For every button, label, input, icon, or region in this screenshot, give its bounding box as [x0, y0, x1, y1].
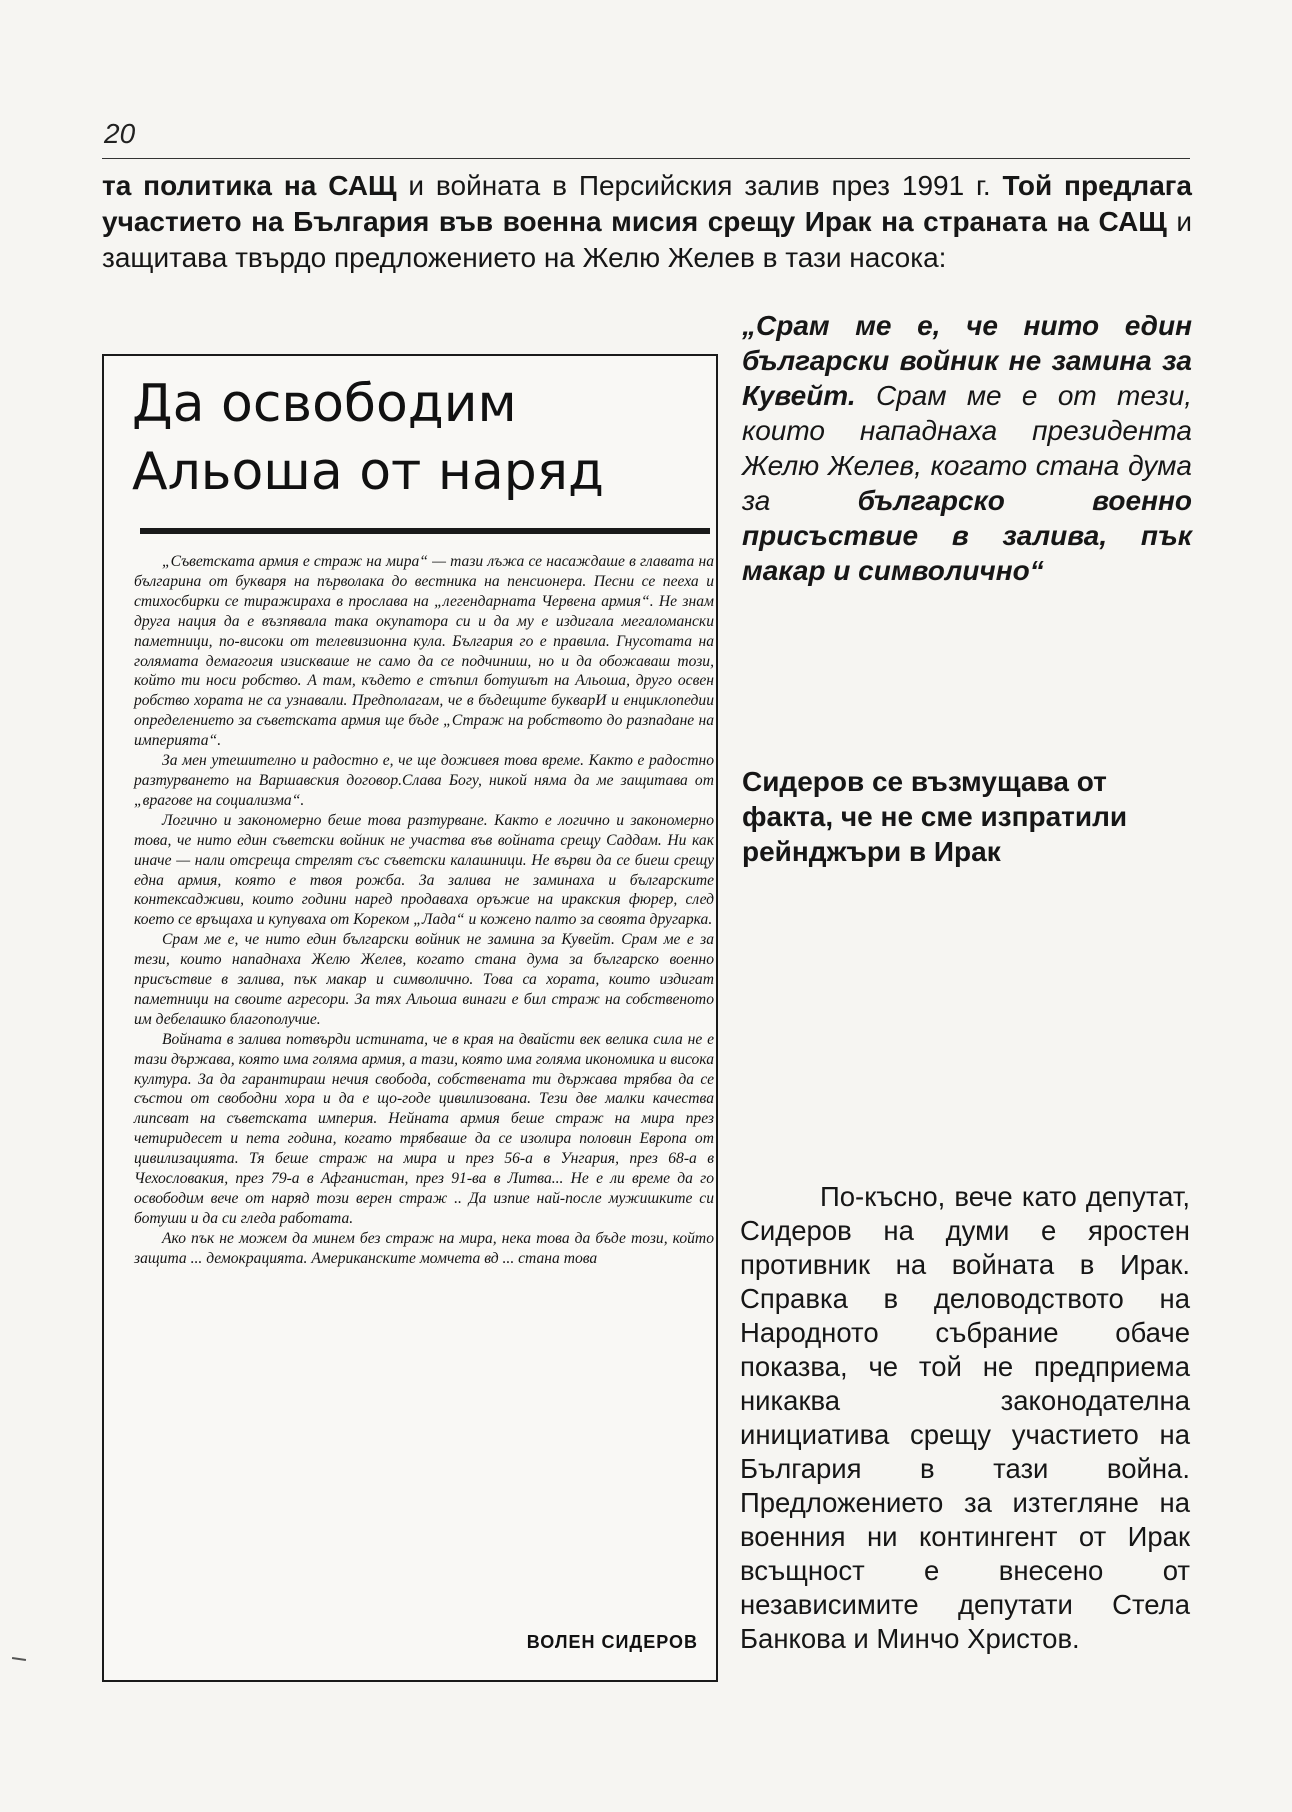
intro-bold-2: Той предлага участието на България във военна мисия срещу Ирак на страната на САЩ	[102, 170, 1193, 237]
clipping-paragraph: Войната в залива потвърди истината, че в края на двайсти век великa сила не е тази държава, която има голяма армия, а тази, която има голяма икономика и висока култура. За да гарантираш нечия свобода, собствената ти държава трябва да се състои от свободни хора и да е що-годе цивилизована. Тези две малки качества липсват на съветската империя. Нейната армия беше страж на мира през четиридесет и пета година, когато трябваше да се изолира половин Европа от цивилизацията. Тя беше страж на мира и през 56-а в Унгария, през 68-а в Чехословакия, през 79-а в Афганистан, през 91-ва в Литва... Не е ли време да го освободим вече от наряд този верен страж .. Да изпие най-после мужишките си ботуши и да си гледа работата.	[134, 1030, 714, 1227]
clipping-headline	[132, 370, 722, 506]
clipping-paragraph: За мен утешително и радостно е, че ще доживея това време. Както е радостно разтурването на Варшавския договор.Слава Богу, никой няма да ме защитава от „врагове на социализма“.	[134, 752, 714, 809]
clipping-headline-line-2: Альоша от наряд	[132, 442, 604, 502]
clipping-rule	[140, 528, 710, 534]
header-rule	[102, 158, 1190, 159]
newspaper-clipping	[102, 354, 718, 1682]
quote-bold-2: българско военно присъствие в залива, пък макар и символично“	[742, 485, 1192, 586]
clipping-paragraph: Логично и закономерно беше това разтурване. Както е логично и закономерно това, че нито един съветски войник не участва във войната срещу Саддам. Ни как иначе — нали отсреща стрелят със съветски калашници. Не върви да се биеш срещу една армия, която е твоя рожба. За залива не заминаха и българските контексадживи, които години наред продаваха оръжие на иракския фюрер, след което се връщаха и купуваха от Кореком „Лада“ и кожено палто за своята другарка.	[134, 811, 714, 929]
margin-mark	[12, 1657, 26, 1661]
clipping-paragraph: Срам ме е, че нито един български войник не замина за Кувейт. Срам ме е за тези, които нападнаха Желю Желев, когато стана дума за българско военно присъствие в залива, пък макар и символично. Това са хората, които издигат паметници на своите агресори. За тях Альоша винаги е бил страж на собственото им дебелашко благополучие.	[134, 931, 714, 1028]
intro-bold-1: та политика на САЩ	[102, 170, 397, 201]
intro-paragraph	[102, 168, 1192, 276]
body-paragraph-text: По-късно, вече като депутат, Сидеров на думи е яростен противник на войната в Ирак. Справка в деловодството на Народното събрание обаче показва, че той не предприема никаква законодателна инициатива срещу участието на България в тази война. Предложението за изтегляне на военния ни контингент от Ирак всъщност е внесено от независимите депутати Стела Банкова и Минчо Христов.	[740, 1181, 1190, 1654]
quote-bold-1: „Срам ме е, че нито един български войник не замина за Кувейт.	[742, 310, 1192, 411]
clipping-headline-line-1: Да освободим	[132, 374, 517, 434]
side-caption: Сидеров се възмущава от факта, че не сме изпратили рейнджъри в Ирак	[742, 766, 1128, 867]
quote-text: Срам ме е от тези, които нападнаха президента Желю Желев, когато стана дума за	[742, 380, 1192, 516]
clipping-body	[134, 552, 714, 1269]
pull-quote	[742, 308, 1192, 588]
clipping-paragraph: Ако пък не можем да минем без страж на мира, нека това да бъде този, който защита ... демокрацията. Американските момчета вд ... стана това	[134, 1229, 714, 1267]
clipping-signature: ВОЛЕН СИДЕРОВ	[526, 1632, 698, 1652]
intro-text-1: и войната в Персийския залив през 1991 г.	[396, 170, 1003, 201]
clipping-paragraph: „Съветската армия е страж на мира“ — тази лъжа се насаждаше в главата на българина от букваря на първолака до вестника на пенсионера. Песни се пееха и стихосбирки се тиражираха в прослава на „легендарната Червена армия“. Не знам друга нация да е възпявала така окупатора си и да му е издигала мегаломански паметници, по-високи от телевизионна кула. България го е правила. Гнусотата на голямата демагогия изискваше не само да се подчиниш, но и да обожаваш този, който ти носи робство. А там, където е стъпил ботушът на Альоша, друго освен робство хората не са узнавали. Предполагам, че в бъдещите букварИ и енциклопедии определението за съветската армия ще бъде „Страж на робството до разпадане на империята“.	[134, 553, 714, 750]
page-number: 20	[104, 118, 136, 149]
intro-text-2: и защитава твърдо предложението на Желю Желев в тази насока:	[102, 206, 1193, 273]
body-paragraph	[740, 1180, 1190, 1656]
